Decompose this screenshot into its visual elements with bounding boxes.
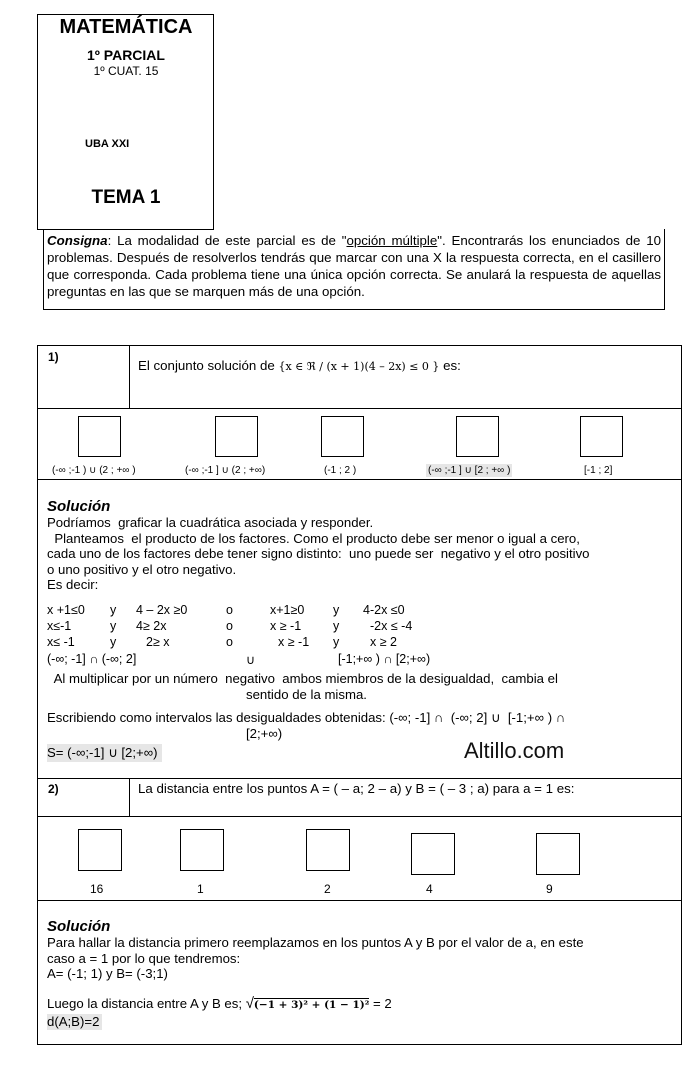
q1-r2-c6: y [333,619,340,633]
q1-r3-c7: x ≥ 2 [370,635,398,649]
main-left-border [37,345,38,1045]
q2-option-3-label: 2 [324,882,331,896]
q1-r1-c6: y [333,603,340,617]
q1-r3-c3: 2≥ x [146,635,170,649]
q1-statement-formula: {x ∈ ℜ / (x + 1)(4 – 2x) ≤ 0 } [278,360,440,373]
q1-r2-c2: y [110,619,117,633]
q1-r1-c2: y [110,603,117,617]
sqrt-sign: √ [245,995,254,1012]
q1-statement [138,358,461,373]
term-label: 1º CUAT. 15 [93,64,159,78]
q1-option-3-checkbox[interactable] [321,416,364,457]
q1-option-4-checkbox[interactable] [456,416,499,457]
q2-solution-text [47,935,677,982]
q1-statement-prefix: El conjunto solución de [138,358,279,373]
q1-sol-line-5: Es decir: [47,577,99,592]
q2-sol-line-1: Para hallar la distancia primero reemplazamos en los puntos A y B por el valor de a, en este [47,935,584,950]
watermark-text: Altillo.com [464,738,565,763]
q1-option-4-label: (-∞ ;-1 ] ∪ [2 ; +∞ ) [428,465,511,476]
q2-options-bottom [37,900,682,901]
q1-interval-row [0,652,700,668]
tema-label: TEMA 1 [91,187,161,208]
q1-option-3-label: (-1 ; 2 ) [324,465,357,476]
consigna-left-border [43,229,44,310]
q2-bottom-border [37,1044,682,1045]
q1-r2-c5: x ≥ -1 [270,619,302,633]
q1-r4-left: (-∞; -1] ∩ (-∞; 2] [47,652,137,666]
q1-option-1-label: (-∞ ;-1 ) ∪ (2 ; +∞ ) [52,465,136,476]
header-top-border [38,14,214,15]
q1-ineq-row-1 [0,603,700,619]
exam-label: 1º PARCIAL [87,47,165,63]
q1-statement-bottom [37,408,682,409]
q2-result: d(A;B)=2 [47,1014,102,1030]
q2-option-1-checkbox[interactable] [78,829,122,871]
q2-sol-line-4 [47,996,392,1014]
q2-sol-line-4-suffix: = 2 [369,996,392,1011]
consigna-label: Consigna [47,233,108,248]
q1-number-divider [129,345,130,408]
q1-r2-c7: -2x ≤ -4 [370,619,413,633]
q1-sol-intervals-2: [2;+∞) [246,726,283,741]
q1-solution-text [47,515,677,593]
q1-solution-title: Solución [47,498,111,515]
q1-sol-line-3: cada uno de los factores debe tener signo distinto: uno puede ser negativo y el otro positivo [47,546,590,561]
q2-sol-radicand: (−1 + 3)² + (1 − 1)² [253,999,370,1011]
q1-r3-c1: x≤ -1 [47,635,75,649]
q1-top-border [37,345,682,346]
q1-ineq-row-3 [0,635,700,651]
institution-label: UBA XXI [85,138,130,150]
q2-option-4-checkbox[interactable] [411,833,455,875]
q1-r2-c4: o [226,619,233,633]
q1-r1-c1: x +1≤0 [47,603,85,617]
q2-top-border [37,778,682,779]
q1-ineq-row-2 [0,619,700,635]
q2-number-divider [129,778,130,816]
q2-solution-title: Solución [47,918,111,935]
consigna-right-border [664,229,665,310]
q1-r3-c5: x ≥ -1 [278,635,310,649]
main-right-border [681,345,682,1045]
q2-option-4-label: 4 [426,882,433,896]
q1-r2-c3: 4≥ 2x [136,619,167,633]
header-bottom-border [38,229,214,230]
consigna-bottom-border [43,309,665,310]
q1-r1-c3: 4 – 2x ≥0 [136,603,188,617]
q2-option-2-checkbox[interactable] [180,829,224,871]
consigna-text [47,232,661,300]
q1-r1-c5: x+1≥0 [270,603,305,617]
q1-option-1-checkbox[interactable] [78,416,121,457]
q2-sol-line-4-prefix: Luego la distancia entre A y B es; [47,996,246,1011]
q1-option-5-checkbox[interactable] [580,416,623,457]
q1-option-2-label: (-∞ ;-1 ] ∪ (2 ; +∞) [185,465,266,476]
q2-option-1-label: 16 [90,882,104,896]
q1-sol-line-4: o uno positivo y el otro negativo. [47,561,237,577]
opcion-multiple-link: opción múltiple [346,233,438,248]
q2-sol-line-3: A= (-1; 1) y B= (-3;1) [47,966,168,981]
q1-statement-suffix: es: [439,358,461,373]
q1-sol-intervals-1: Escribiendo como intervalos las desigualdades obtenidas: (-∞; -1] ∩ (-∞; 2] ∪ [-1;+∞ ) ∩ [47,710,566,725]
q1-sol-line-2: Planteamos el producto de los factores. Como el producto debe ser menor o igual a cero, [47,530,580,546]
q1-r1-c4: o [226,603,233,617]
q1-result: S= (-∞;-1] ∪ [2;+∞) [47,744,162,762]
q1-sol-mult-2: sentido de la misma. [246,687,367,702]
q2-statement-bottom [37,816,682,817]
q1-r4-right: [-1;+∞ ) ∩ [2;+∞) [338,652,431,666]
q1-sol-mult-1: Al multiplicar por un número negativo ambos miembros de la desigualdad, cambia el [47,671,558,686]
q1-option-5-label: [-1 ; 2] [584,465,613,476]
q1-r4-union: ∪ [246,653,256,667]
consigna-text-after: ". Encontrarás los enunciados de 10 problemas. Después de resolverlos tendrás que marcar con una X la respuesta correcta, en el casillero que corresponda. Cada problema tiene una única opción correcta. Se anulará la respuesta de aquellas preguntas en las que se marquen más de una opción. [47,233,661,299]
consigna-text-before: : La modalidad de este parcial es de " [107,233,347,248]
q1-r1-c7: 4-2x ≤0 [363,603,405,617]
q1-r2-c1: x≤-1 [47,619,72,633]
q1-r3-c2: y [110,635,117,649]
q2-option-5-label: 9 [546,882,553,896]
q1-options-bottom [37,479,682,480]
q2-number: 2) [48,782,59,796]
q1-sol-line-1: Podríamos graficar la cuadrática asociada y responder. [47,515,374,530]
q2-option-3-checkbox[interactable] [306,829,350,871]
q2-sol-line-2: caso a = 1 por lo que tendremos: [47,950,241,966]
q1-number: 1) [48,350,59,364]
q1-option-2-checkbox[interactable] [215,416,258,457]
q2-option-2-label: 1 [197,882,204,896]
q1-r3-c4: o [226,635,233,649]
q1-r3-c6: y [333,635,340,649]
q2-option-5-checkbox[interactable] [536,833,580,875]
q2-statement: La distancia entre los puntos A = ( – a; 2 – a) y B = ( – 3 ; a) para a = 1 es: [138,781,575,796]
subject-title: MATEMÁTICA [59,16,193,38]
